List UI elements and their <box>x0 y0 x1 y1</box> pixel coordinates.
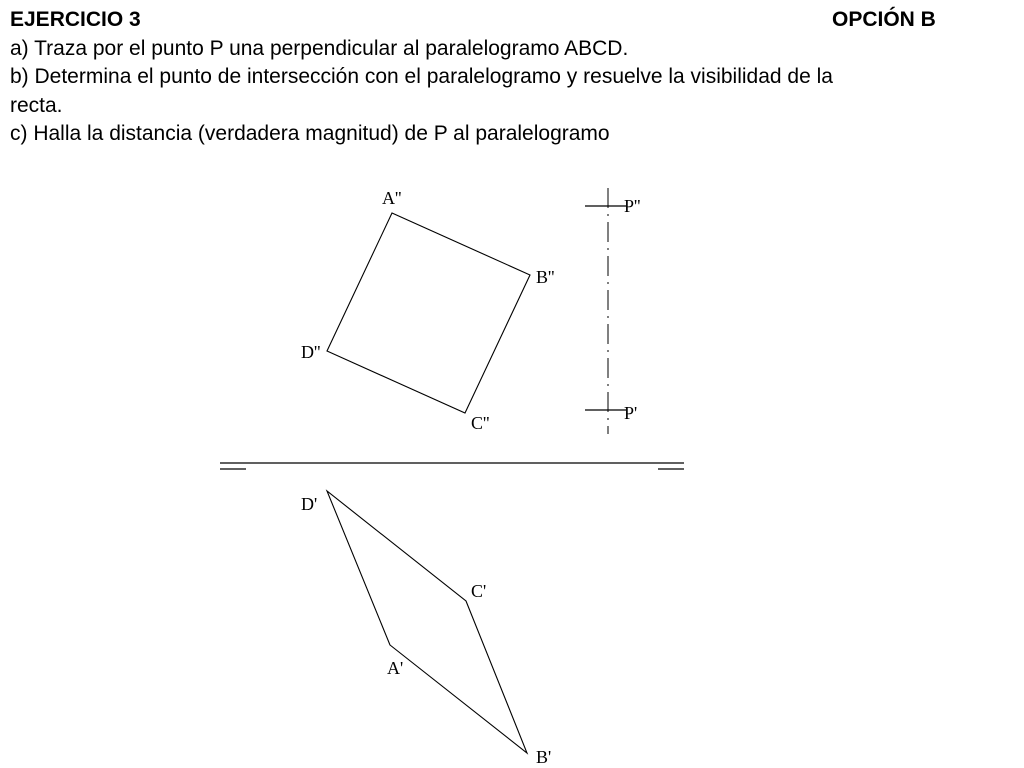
parallelogram-vertical-projection <box>327 213 530 413</box>
label-b-vertical: B'' <box>536 267 555 287</box>
task-c: c) Halla la distancia (verdadera magnitud) de P al paralelogramo <box>10 122 610 145</box>
label-d-horizontal: D' <box>301 494 318 514</box>
label-c-horizontal: C' <box>471 581 487 601</box>
label-a-horizontal: A' <box>387 658 404 678</box>
label-b-horizontal: B' <box>536 747 552 767</box>
label-p-vertical: P'' <box>624 196 641 216</box>
label-d-vertical: D'' <box>301 342 321 362</box>
exercise-title: EJERCICIO 3 <box>10 8 141 31</box>
task-b-line2: recta. <box>10 93 63 117</box>
label-a-vertical: A'' <box>382 188 402 208</box>
task-a: a) Traza por el punto P una perpendicular al paralelogramo ABCD. <box>10 36 629 60</box>
label-c-vertical: C'' <box>471 413 490 433</box>
parallelogram-horizontal-projection <box>327 491 527 753</box>
label-p-horizontal: P' <box>624 403 638 423</box>
exercise-option: OPCIÓN B <box>832 8 936 31</box>
task-b-line1: b) Determina el punto de intersección con el paralelogramo y resuelve la visibilidad de la <box>10 65 833 88</box>
